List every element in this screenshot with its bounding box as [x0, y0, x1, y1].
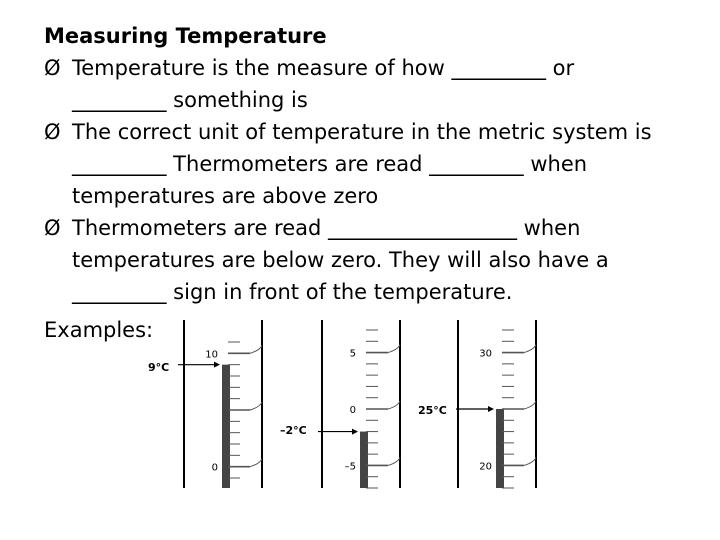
scale-tick-label: –5: [344, 461, 356, 473]
reading-label: –2°C: [280, 424, 307, 437]
thermometer: [280, 320, 400, 488]
scale-curve: [388, 401, 400, 409]
scale-curve: [524, 401, 536, 409]
liquid-column: [222, 365, 230, 488]
scale-tick-label: 30: [479, 348, 492, 360]
bullet-line: Temperature is the measure of how _________ or: [72, 56, 575, 80]
scale-curve: [250, 402, 262, 410]
reading-label: 9°C: [148, 361, 170, 374]
reading-label: 25°C: [418, 404, 447, 417]
bullet-line: temperatures are above zero: [72, 184, 379, 208]
liquid-column: [360, 432, 368, 488]
bullet-arrow-icon: Ø: [44, 56, 61, 80]
scale-curve: [250, 459, 262, 467]
bullet-line: Thermometers are read __________________ when: [72, 216, 581, 240]
slide-title: Measuring Temperature: [44, 24, 327, 48]
bullet-line: _________ Thermometers are read _________ when: [72, 152, 588, 176]
scale-curve: [250, 345, 262, 353]
thermometer: [418, 320, 536, 488]
scale-tick-label: 10: [205, 349, 218, 361]
bullet-line: The correct unit of temperature in the metric system is: [72, 120, 652, 144]
scale-curve: [524, 457, 536, 465]
bullet-line: temperatures are below zero. They will also have a: [72, 248, 609, 272]
scale-curve: [524, 345, 536, 353]
bullet-arrow-icon: Ø: [44, 216, 61, 240]
arrow-head-icon: [488, 406, 494, 412]
scale-tick-label: 0: [349, 405, 356, 416]
bullet-arrow-icon: Ø: [44, 120, 61, 144]
scale-tick-label: 20: [479, 461, 492, 473]
thermometer: [148, 320, 262, 488]
arrow-head-icon: [214, 362, 220, 368]
scale-tick-label: 5: [349, 348, 356, 360]
liquid-column: [496, 409, 504, 488]
bullet-line: _________ something is: [72, 88, 308, 112]
bullet-line: _________ sign in front of the temperature.: [72, 280, 513, 304]
arrow-head-icon: [352, 429, 358, 435]
scale-tick-label: 0: [211, 462, 218, 474]
examples-label: Examples:: [44, 318, 154, 342]
scale-curve: [388, 345, 400, 353]
scale-curve: [388, 457, 400, 465]
